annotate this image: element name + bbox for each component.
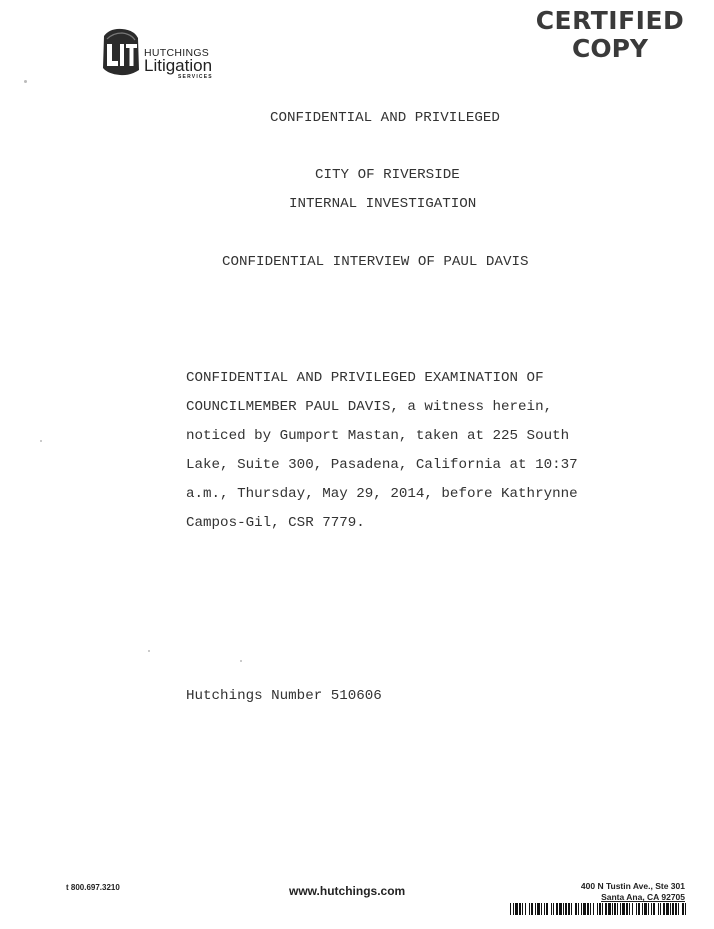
stamp-certified-text: CERTIFIED (535, 6, 685, 35)
paragraph-line: CONFIDENTIAL AND PRIVILEGED EXAMINATION OF (186, 370, 544, 386)
barcode-icon (510, 903, 688, 915)
hutchings-number: Hutchings Number 510606 (186, 688, 382, 704)
address-line-1: 400 N Tustin Ave., Ste 301 (580, 881, 685, 891)
investigation-heading: INTERNAL INVESTIGATION (289, 196, 477, 212)
scan-speck (24, 80, 27, 83)
hutchings-logo (100, 26, 230, 82)
city-heading: CITY OF RIVERSIDE (315, 167, 460, 183)
address-line-2: Santa Ana, CA 92705 (601, 892, 685, 902)
footer-address (555, 881, 685, 903)
logo-services-text: SERVICES (178, 74, 213, 80)
logo-litigation-text: Litigation (144, 56, 213, 75)
interview-title: CONFIDENTIAL INTERVIEW OF PAUL DAVIS (222, 254, 529, 270)
paragraph-line: a.m., Thursday, May 29, 2014, before Kathrynne (186, 486, 578, 502)
paragraph-line: noticed by Gumport Mastan, taken at 225 South (186, 428, 570, 444)
paragraph-line: Lake, Suite 300, Pasadena, California at 10:37 (186, 457, 578, 473)
paragraph-line: Campos-Gil, CSR 7779. (186, 515, 365, 531)
logo-hutchings-text: HUTCHINGS (144, 47, 210, 59)
scan-speck (40, 440, 42, 442)
footer-website-link[interactable]: www.hutchings.com (289, 884, 406, 898)
scan-speck (148, 650, 150, 652)
stamp-copy-text: COPY (571, 34, 649, 63)
scan-speck (240, 660, 242, 662)
certified-copy-stamp (520, 8, 700, 61)
lit-badge-icon (100, 26, 142, 78)
footer-phone: t 800.697.3210 (66, 883, 120, 892)
paragraph-line: COUNCILMEMBER PAUL DAVIS, a witness herein, (186, 399, 553, 415)
confidential-heading: CONFIDENTIAL AND PRIVILEGED (270, 110, 500, 126)
